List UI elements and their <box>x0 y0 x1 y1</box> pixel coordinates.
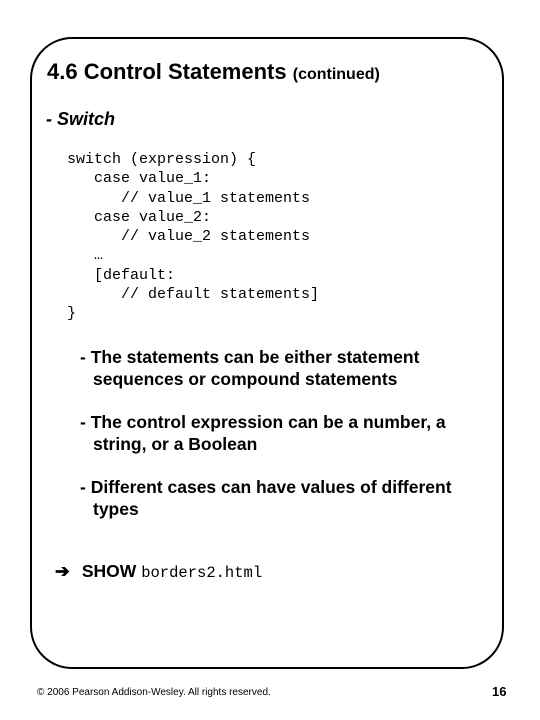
page-number: 16 <box>492 684 507 699</box>
bullet-line: string, or a Boolean <box>93 434 258 454</box>
code-line: switch (expression) { <box>67 151 257 168</box>
show-example <box>55 561 262 582</box>
copyright-footer: © 2006 Pearson Addison-Wesley. All rights reserved. <box>37 687 271 698</box>
section-subtitle: - Switch <box>46 109 116 129</box>
code-line: [default: <box>67 266 176 284</box>
bullet-line: - The statements can be either statement <box>80 347 420 367</box>
code-line: // value_1 statements <box>67 189 311 207</box>
bullet-line: types <box>93 499 139 519</box>
code-line: // value_2 statements <box>67 228 311 246</box>
code-line: … <box>67 247 104 265</box>
arrow-right-icon: ➔ <box>55 561 70 581</box>
bullet-line: - Different cases can have values of different <box>80 477 452 497</box>
code-line: case value_1: <box>67 170 212 188</box>
show-label: SHOW <box>81 561 137 581</box>
slide-title <box>47 59 380 85</box>
code-line: case value_2: <box>67 208 212 226</box>
slide-title-main: 4.6 Control Statements <box>47 59 287 84</box>
bullet-item <box>80 476 452 520</box>
example-filename: borders2.html <box>141 564 263 582</box>
code-line: } <box>67 305 77 323</box>
code-line: // default statements] <box>67 286 320 304</box>
bullet-line: sequences or compound statements <box>93 369 398 389</box>
bullet-item <box>80 411 446 455</box>
code-block <box>67 150 319 324</box>
slide-title-suffix: (continued) <box>292 66 380 83</box>
bullet-line: - The control expression can be a number, a <box>80 412 446 432</box>
bullet-item <box>80 346 419 390</box>
